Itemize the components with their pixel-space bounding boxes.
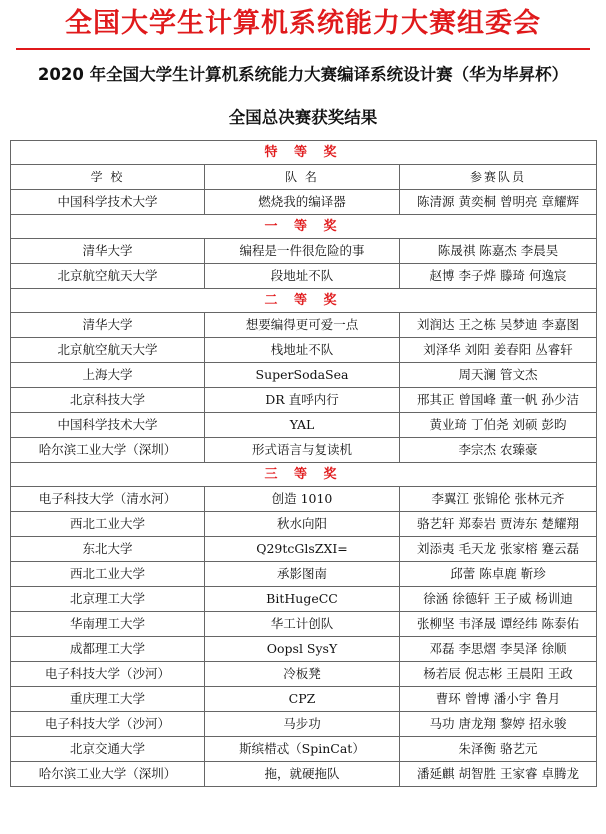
document-subtitle: 全国总决赛获奖结果 — [228, 108, 378, 127]
table-row — [11, 687, 597, 712]
team-name-cell: SuperSodaSea — [205, 363, 400, 388]
members-cell: 陈清源 黄奕桐 曾明亮 章耀辉 — [400, 190, 597, 215]
table-row — [11, 338, 597, 363]
team-name-cell: 冷板凳 — [205, 662, 400, 687]
members-cell: 骆艺轩 郑泰岩 贾涛东 楚耀翔 — [400, 512, 597, 537]
table-row — [11, 537, 597, 562]
members-column-header: 参赛队员 — [400, 165, 597, 190]
team-name-cell: Oopsl SysY — [205, 637, 400, 662]
members-cell: 曹环 曾博 潘小宇 鲁月 — [400, 687, 597, 712]
team-name-cell: 秋水向阳 — [205, 512, 400, 537]
team-name-cell: BitHugeCC — [205, 587, 400, 612]
team-name-cell: 拖，就硬拖队 — [205, 762, 400, 787]
prize-row — [11, 141, 597, 165]
team-name-cell: 栈地址不队 — [205, 338, 400, 363]
table-row — [11, 363, 597, 388]
school-cell: 电子科技大学（沙河） — [11, 662, 205, 687]
table-row — [11, 587, 597, 612]
team-name-cell: YAL — [205, 413, 400, 438]
team-name-cell: 马步功 — [205, 712, 400, 737]
members-cell: 邢其正 曾国峰 董一帆 孙少洁 — [400, 388, 597, 413]
prize-heading: 一 等 奖 — [11, 215, 597, 239]
school-cell: 西北工业大学 — [11, 562, 205, 587]
document-title: 2020 年全国大学生计算机系统能力大赛编译系统设计赛（华为毕昇杯） — [37, 65, 569, 84]
prize-heading: 特 等 奖 — [11, 141, 597, 165]
members-cell: 刘泽华 刘阳 姜春阳 丛睿轩 — [400, 338, 597, 363]
school-cell: 上海大学 — [11, 363, 205, 388]
members-cell: 刘润达 王之栋 吴梦迪 李嘉图 — [400, 313, 597, 338]
table-row — [11, 762, 597, 787]
school-cell: 北京航空航天大学 — [11, 264, 205, 289]
members-cell: 陈晟祺 陈嘉杰 李晨昊 — [400, 239, 597, 264]
school-cell: 电子科技大学（沙河） — [11, 712, 205, 737]
school-cell: 成都理工大学 — [11, 637, 205, 662]
members-cell: 马功 唐龙翔 黎婷 招永骏 — [400, 712, 597, 737]
school-column-header: 学 校 — [11, 165, 205, 190]
members-cell: 杨若辰 倪志彬 王晨阳 王政 — [400, 662, 597, 687]
school-cell: 东北大学 — [11, 537, 205, 562]
team-name-cell: CPZ — [205, 687, 400, 712]
school-cell: 北京交通大学 — [11, 737, 205, 762]
members-cell: 邓磊 李思熠 李昊泽 徐顺 — [400, 637, 597, 662]
team-name-cell: Q29tcGlsZXI= — [205, 537, 400, 562]
organizer-heading: 全国大学生计算机系统能力大赛组委会 — [65, 8, 541, 39]
table-row — [11, 313, 597, 338]
prize-row — [11, 463, 597, 487]
members-cell: 张柳坚 韦泽晟 谭经纬 陈泰佑 — [400, 612, 597, 637]
awards-table-body — [11, 141, 597, 787]
members-cell: 徐涵 徐德轩 王子威 杨训迪 — [400, 587, 597, 612]
team-name-cell: DR 直呼内行 — [205, 388, 400, 413]
table-row — [11, 487, 597, 512]
table-row — [11, 413, 597, 438]
table-row — [11, 264, 597, 289]
table-row — [11, 512, 597, 537]
team-name-cell: 段地址不队 — [205, 264, 400, 289]
team-name-cell: 创造 1010 — [205, 487, 400, 512]
members-cell: 李翼江 张锦伦 张林元齐 — [400, 487, 597, 512]
prize-row — [11, 215, 597, 239]
team-column-header: 队 名 — [205, 165, 400, 190]
table-row — [11, 190, 597, 215]
members-cell: 黄业琦 丁伯尧 刘硕 彭昀 — [400, 413, 597, 438]
awards-table — [10, 140, 597, 787]
table-row — [11, 239, 597, 264]
members-cell: 邱蕾 陈卓鹿 靳珍 — [400, 562, 597, 587]
school-cell: 西北工业大学 — [11, 512, 205, 537]
prize-row — [11, 289, 597, 313]
team-name-cell: 斯缤棤忒（SpinCat） — [205, 737, 400, 762]
prize-heading: 三 等 奖 — [11, 463, 597, 487]
members-cell: 周天澜 管文杰 — [400, 363, 597, 388]
table-row — [11, 737, 597, 762]
team-name-cell: 承影图南 — [205, 562, 400, 587]
team-name-cell: 形式语言与复读机 — [205, 438, 400, 463]
school-cell: 华南理工大学 — [11, 612, 205, 637]
table-row — [11, 388, 597, 413]
school-cell: 北京科技大学 — [11, 388, 205, 413]
members-cell: 李宗杰 农臻豪 — [400, 438, 597, 463]
prize-heading: 二 等 奖 — [11, 289, 597, 313]
table-row — [11, 438, 597, 463]
members-cell: 赵博 李子烨 滕琦 何逸宸 — [400, 264, 597, 289]
team-name-cell: 燃烧我的编译器 — [205, 190, 400, 215]
table-row — [11, 612, 597, 637]
team-name-cell: 华工计创队 — [205, 612, 400, 637]
table-row — [11, 562, 597, 587]
team-name-cell: 编程是一件很危险的事 — [205, 239, 400, 264]
members-cell: 朱泽衡 骆艺元 — [400, 737, 597, 762]
school-cell: 清华大学 — [11, 239, 205, 264]
school-cell: 中国科学技术大学 — [11, 413, 205, 438]
table-row — [11, 712, 597, 737]
school-cell: 电子科技大学（清水河） — [11, 487, 205, 512]
school-cell: 中国科学技术大学 — [11, 190, 205, 215]
column-header-row — [11, 165, 597, 190]
school-cell: 重庆理工大学 — [11, 687, 205, 712]
school-cell: 哈尔滨工业大学（深圳） — [11, 762, 205, 787]
school-cell: 哈尔滨工业大学（深圳） — [11, 438, 205, 463]
team-name-cell: 想要编得更可爱一点 — [205, 313, 400, 338]
members-cell: 潘延麒 胡智胜 王家睿 卓腾龙 — [400, 762, 597, 787]
school-cell: 北京航空航天大学 — [11, 338, 205, 363]
table-row — [11, 637, 597, 662]
school-cell: 清华大学 — [11, 313, 205, 338]
members-cell: 刘添夷 毛天龙 张家榕 蹇云磊 — [400, 537, 597, 562]
header-divider — [16, 48, 590, 50]
school-cell: 北京理工大学 — [11, 587, 205, 612]
table-row — [11, 662, 597, 687]
